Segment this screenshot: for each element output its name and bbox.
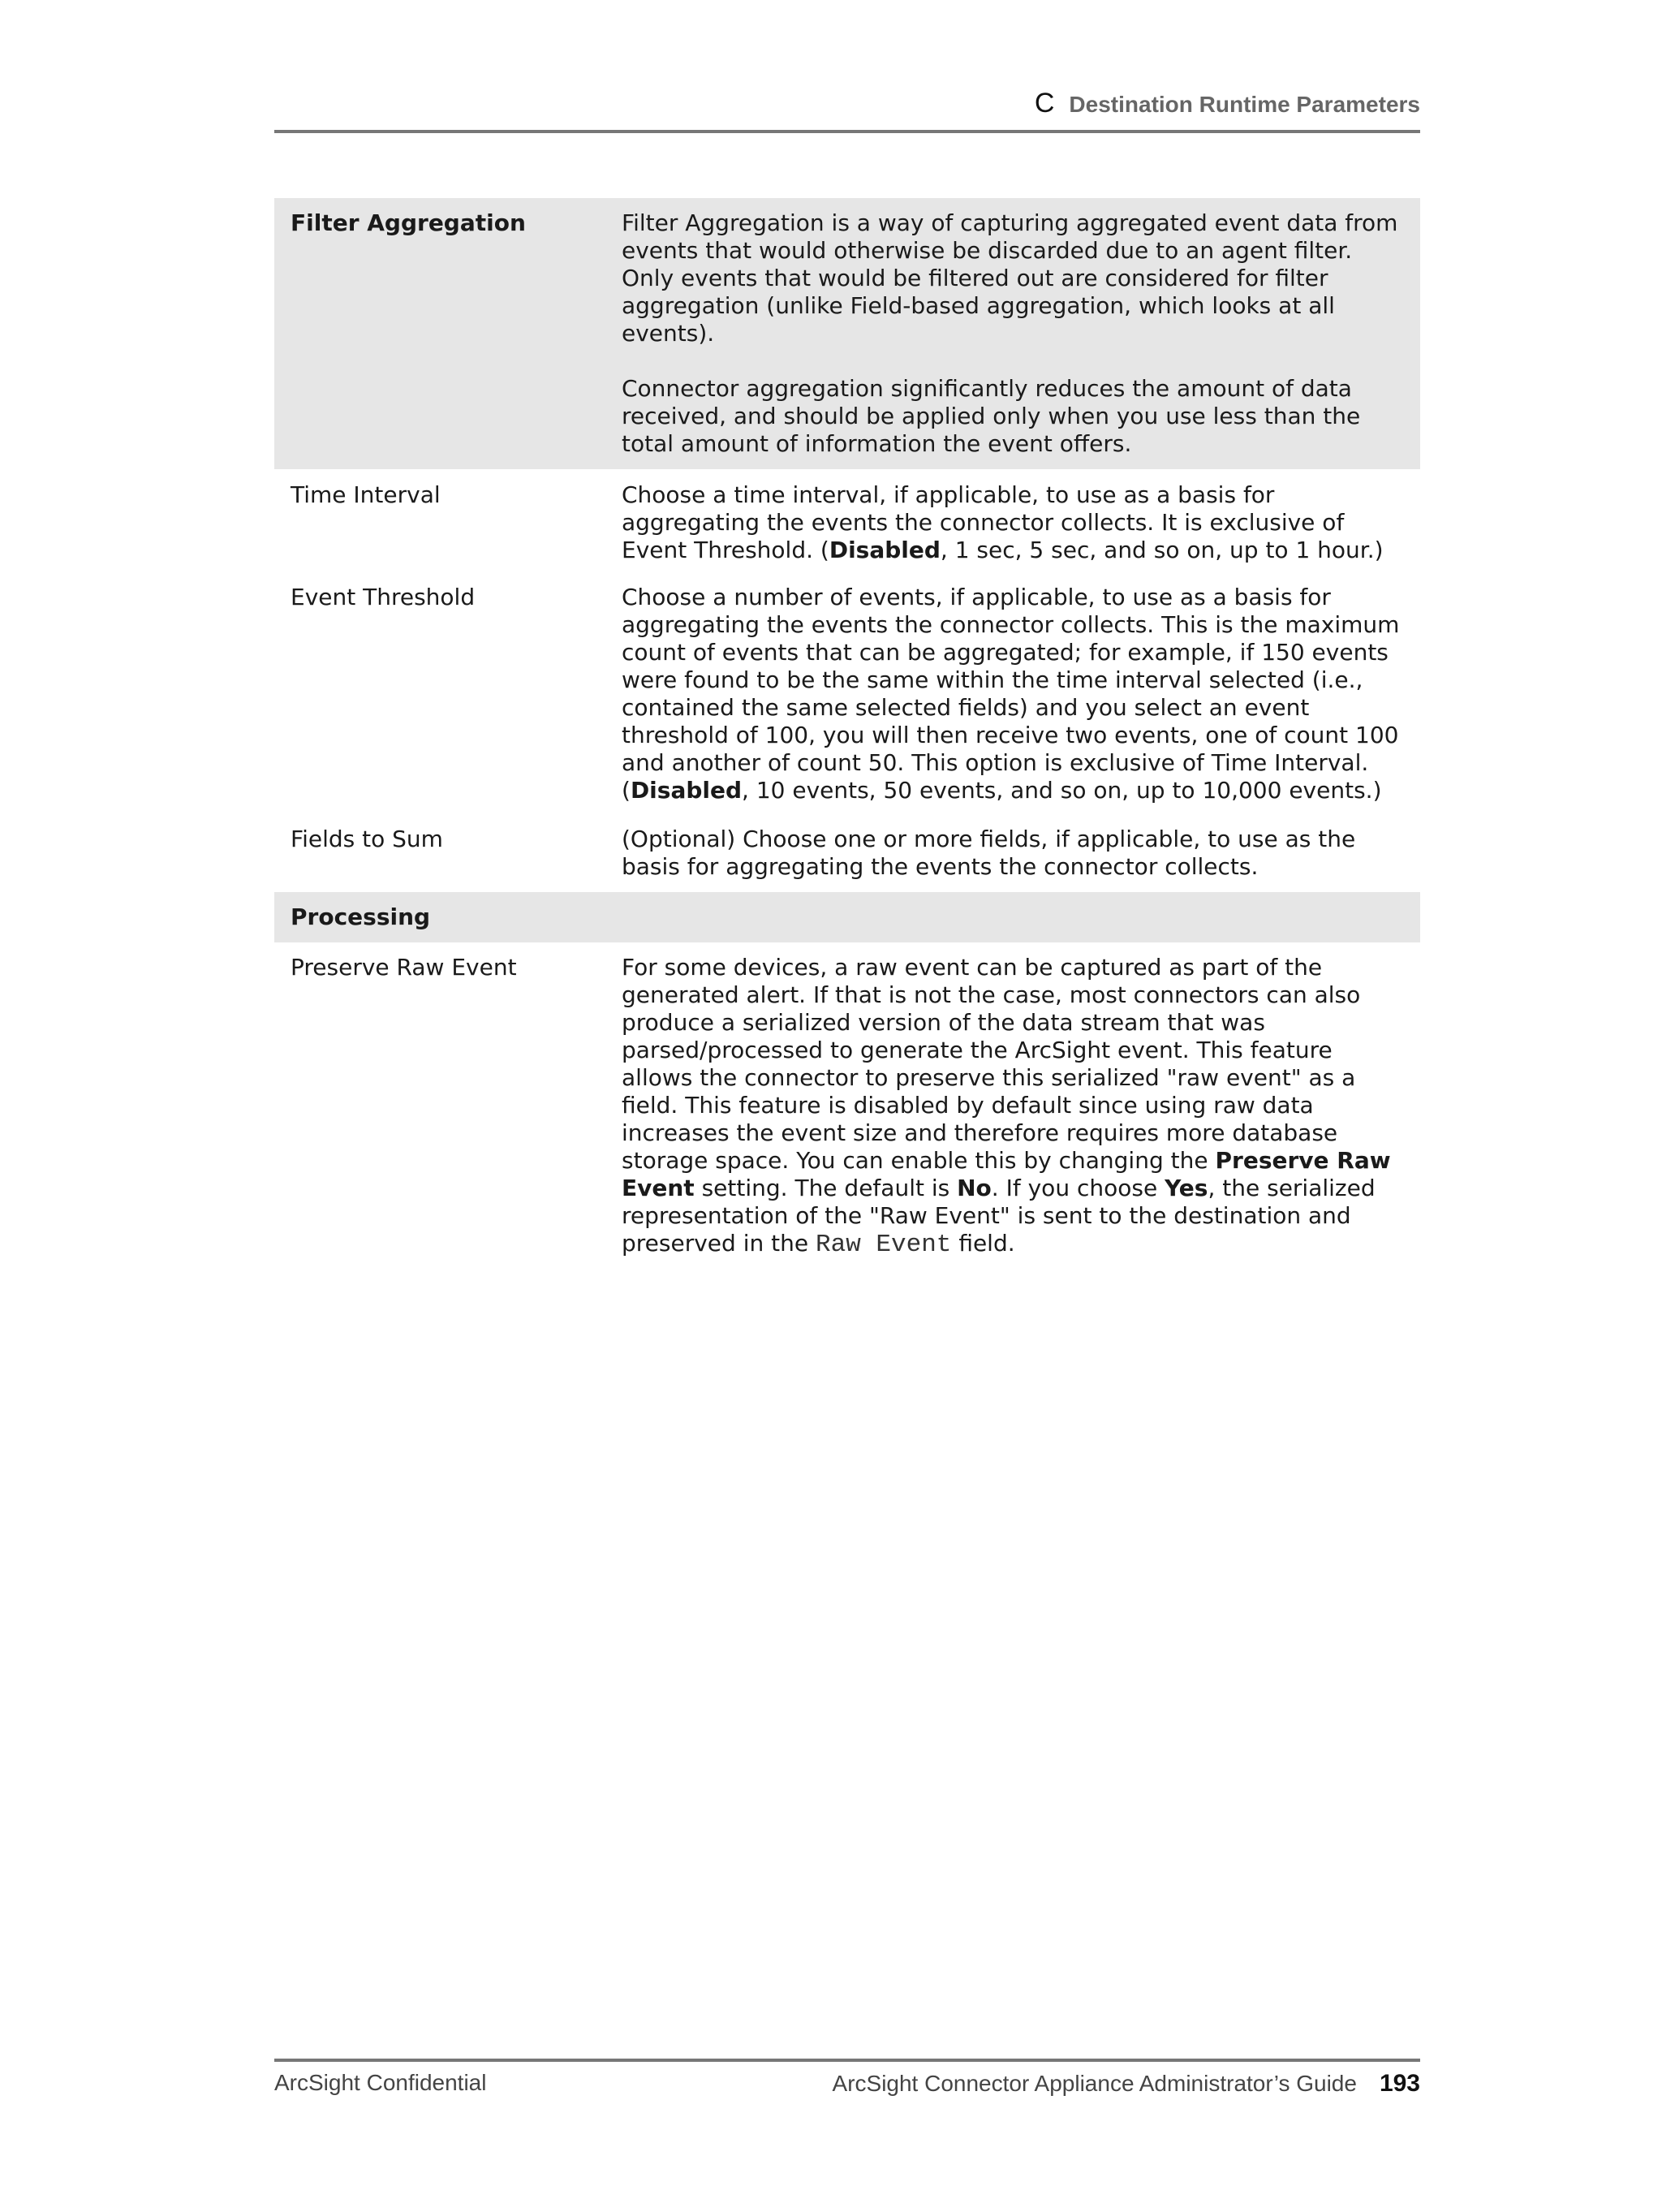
description-text: Choose a number of events, if applicable, to use as a basis for aggregating the events the connector collects. This is the maximum count of events that can be aggregated; for example, if 150 events were found to be the same within the time interval selected (i.e., contained the same selected fields) and you select an event threshold of 100, you will then receive two events, one of count 100 and another of count 50. This option is exclusive of Time Interval. ( (622, 584, 1400, 804)
description-text: , 1 sec, 5 sec, and so on, up to 1 hour.) (940, 537, 1384, 563)
footer-guide-title: ArcSight Connector Appliance Administrator’s Guide (832, 2071, 1357, 2096)
setting-name: Preserve Raw Event (622, 1147, 1391, 1201)
description-text: field. (951, 1230, 1015, 1257)
param-description (622, 481, 1420, 564)
description-text: , 10 events, 50 events, and so on, up to 10,000 events.) (742, 777, 1382, 804)
description-text: setting. The default is (694, 1175, 958, 1201)
option-value: Yes (1165, 1175, 1208, 1201)
table-row-time-interval (274, 469, 1420, 584)
table-row-event-threshold (274, 584, 1420, 826)
default-value: Disabled (829, 537, 941, 563)
parameter-table (274, 198, 1420, 1270)
description-paragraph: Filter Aggregation is a way of capturing aggregated event data from events that would otherwise be discarded due to an agent filter. Only events that would be filtered out are considered for filter aggregation (unlike Field-based aggregation, which looks at all events). (622, 209, 1398, 347)
param-label: Event Threshold (291, 584, 476, 610)
empty-cell (622, 903, 1420, 931)
param-label: Preserve Raw Event (291, 954, 517, 981)
default-value: No (957, 1175, 992, 1201)
table-row-fields-to-sum (274, 826, 1420, 892)
param-label: Fields to Sum (291, 826, 443, 852)
table-row-processing-section (274, 892, 1420, 942)
running-footer (274, 2059, 1420, 2098)
table-row-preserve-raw-event (274, 942, 1420, 1270)
page-number: 193 (1379, 2070, 1420, 2097)
footer-guide-info (833, 2070, 1420, 2098)
description-paragraph: Connector aggregation significantly reduces the amount of data received, and should be applied only when you use less than the total amount of information the event offers. (622, 375, 1361, 457)
appendix-letter: C (1034, 88, 1055, 119)
param-description (622, 209, 1420, 458)
param-label: Filter Aggregation (291, 209, 526, 236)
header-title: Destination Runtime Parameters (1069, 92, 1420, 117)
footer-confidential: ArcSight Confidential (274, 2070, 487, 2095)
param-description (622, 584, 1420, 804)
description-text: , the serialized representation of the "Raw Event" is sent to the destination and preserved in the (622, 1175, 1376, 1257)
description-text: For some devices, a raw event can be captured as part of the generated alert. If that is not the case, most connectors can also produce a serialized version of the data stream that was parsed/processed to generate the ArcSight event. This feature allows the connector to preserve this serialized "raw event" as a field. This feature is disabled by default since using raw data increases the event size and therefore requires more database storage space. You can enable this by changing the (622, 954, 1361, 1174)
section-heading: Processing (291, 903, 431, 930)
description-text: . If you choose (991, 1175, 1165, 1201)
param-description: (Optional) Choose one or more fields, if applicable, to use as the basis for aggregating the events the connector collects. (622, 826, 1356, 880)
param-label: Time Interval (291, 481, 441, 508)
table-row-filter-aggregation (274, 198, 1420, 469)
param-description (622, 954, 1420, 1259)
running-header (274, 88, 1420, 133)
default-value: Disabled (630, 777, 743, 804)
field-name-code: Raw Event (815, 1231, 952, 1259)
description-text: Choose a time interval, if applicable, to use as a basis for aggregating the events the connector collects. It is exclusive of Event Threshold. ( (622, 481, 1345, 563)
